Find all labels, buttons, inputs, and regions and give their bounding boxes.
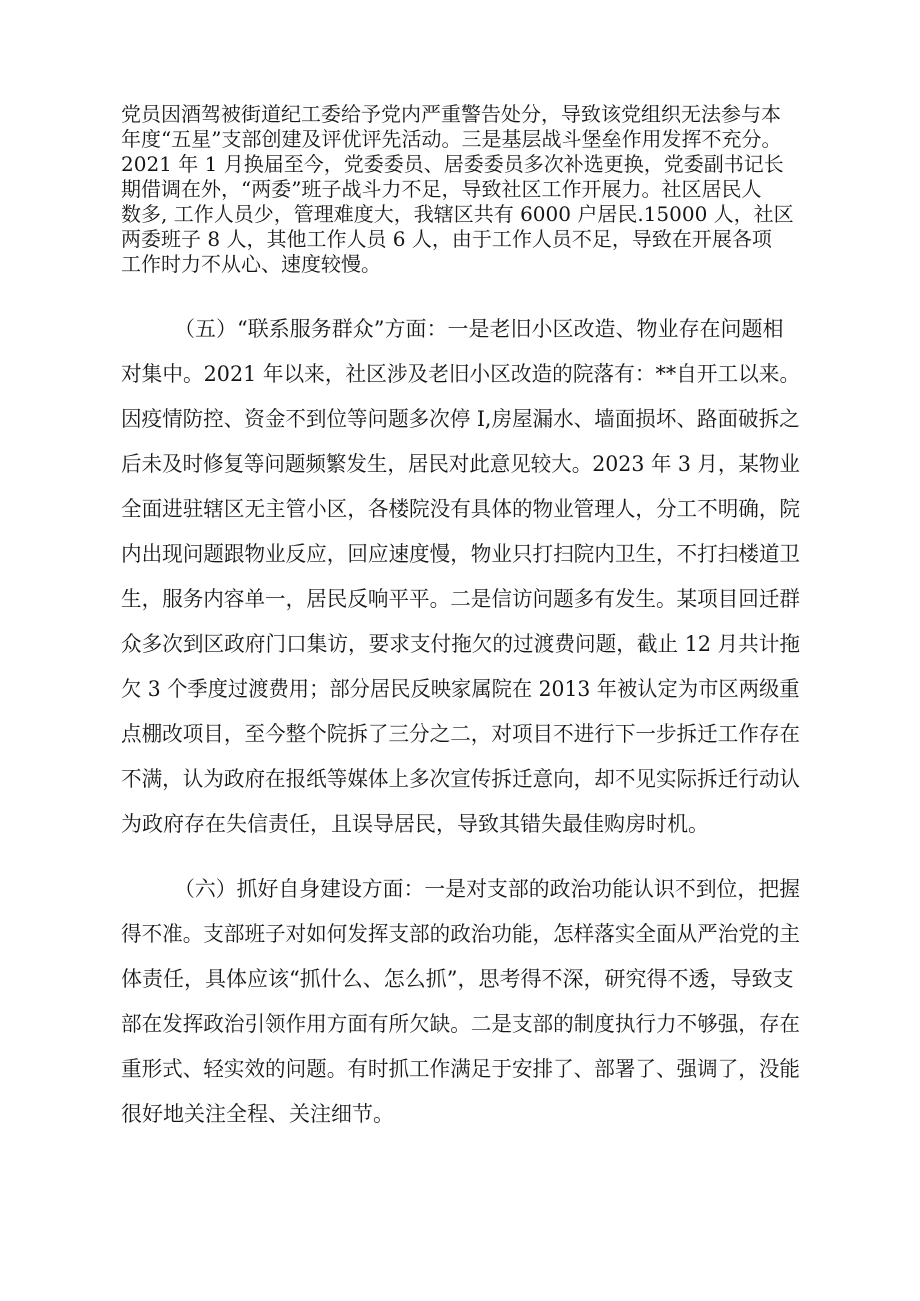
text-line: 众多次到区政府门口集访，要求支付拖欠的过渡费问题，截止 12 月共计拖: [121, 632, 801, 656]
text-line: 对集中。2021 年以来，社区涉及老旧小区改造的院落有：**自开工以来。: [121, 362, 801, 386]
text-line: 内出现问题跟物业反应，回应速度慢，物业只打扫院内卫生，不打扫楼道卫: [121, 542, 801, 566]
text-line: 全面进驻辖区无主管小区，各楼院没有具体的物业管理人，分工不明确，院: [121, 497, 801, 521]
text-line: 两委班子 8 人，其他工作人员 6 人，由于工作人员不足，导致在开展各项: [121, 227, 772, 251]
text-line: 因疫情防控、资金不到位等问题多次停 I,房屋漏水、墙面损坏、路面破拆之: [121, 407, 800, 431]
text-line: 生，服务内容单一，居民反响平平。二是信访问题多有发生。某项目回迁群: [121, 587, 801, 611]
text-line: （六）抓好自身建设方面：一是对支部的政治功能认识不到位，把握: [174, 877, 801, 901]
text-line: 后未及时修复等问题频繁发生，居民对此意见较大。2023 年 3 月，某物业: [121, 452, 800, 476]
text-line: 重形式、轻实效的问题。有时抓工作满足于安排了、部署了、强调了，没能: [121, 1057, 801, 1081]
text-line: 为政府存在失信责任，且误导居民，导致其错失最佳购房时机。: [121, 812, 709, 836]
text-line: 2021 年 1 月换届至今，党委委员、居委委员多次补选更换，党委副书记长: [121, 152, 784, 176]
text-line: 年度“五星”支部创建及评优评先活动。三是基层战斗堡垒作用发挥不充分。: [121, 127, 782, 151]
text-line: 部在发挥政治引领作用方面有所欠缺。二是支部的制度执行力不够强，存在: [121, 1012, 801, 1036]
text-line: 期借调在外，“两委”班子战斗力不足，导致社区工作开展力。社区居民人: [121, 177, 762, 201]
text-line: 点棚改项目，至今整个院拆了三分之二，对项目不进行下一步拆迁工作存在: [121, 722, 801, 746]
text-line: 体责任，具体应该“抓什么、怎么抓”，思考得不深，研究得不透，导致支: [121, 967, 794, 991]
text-line: 数多, 工作人员少，管理难度大，我辖区共有 6000 户居民.15000 人，社区: [121, 202, 794, 226]
text-line: 欠 3 个季度过渡费用；部分居民反映家属院在 2013 年被认定为市区两级重: [121, 677, 800, 701]
text-line: （五）“联系服务群众”方面：一是老旧小区改造、物业存在问题相: [174, 317, 784, 341]
text-line: 工作时力不从心、速度较慢。: [121, 252, 381, 276]
text-line: 党员因酒驾被街道纪工委给予党内严重警告处分，导致该党组织无法参与本: [121, 102, 781, 126]
text-line: 不满，认为政府在报纸等媒体上多次宣传拆迁意向，却不见实际拆迁行动认: [121, 767, 801, 791]
text-line: 很好地关注全程、关注细节。: [121, 1102, 394, 1126]
text-line: 得不准。支部班子对如何发挥支部的政治功能，怎样落实全面从严治党的主: [121, 922, 801, 946]
